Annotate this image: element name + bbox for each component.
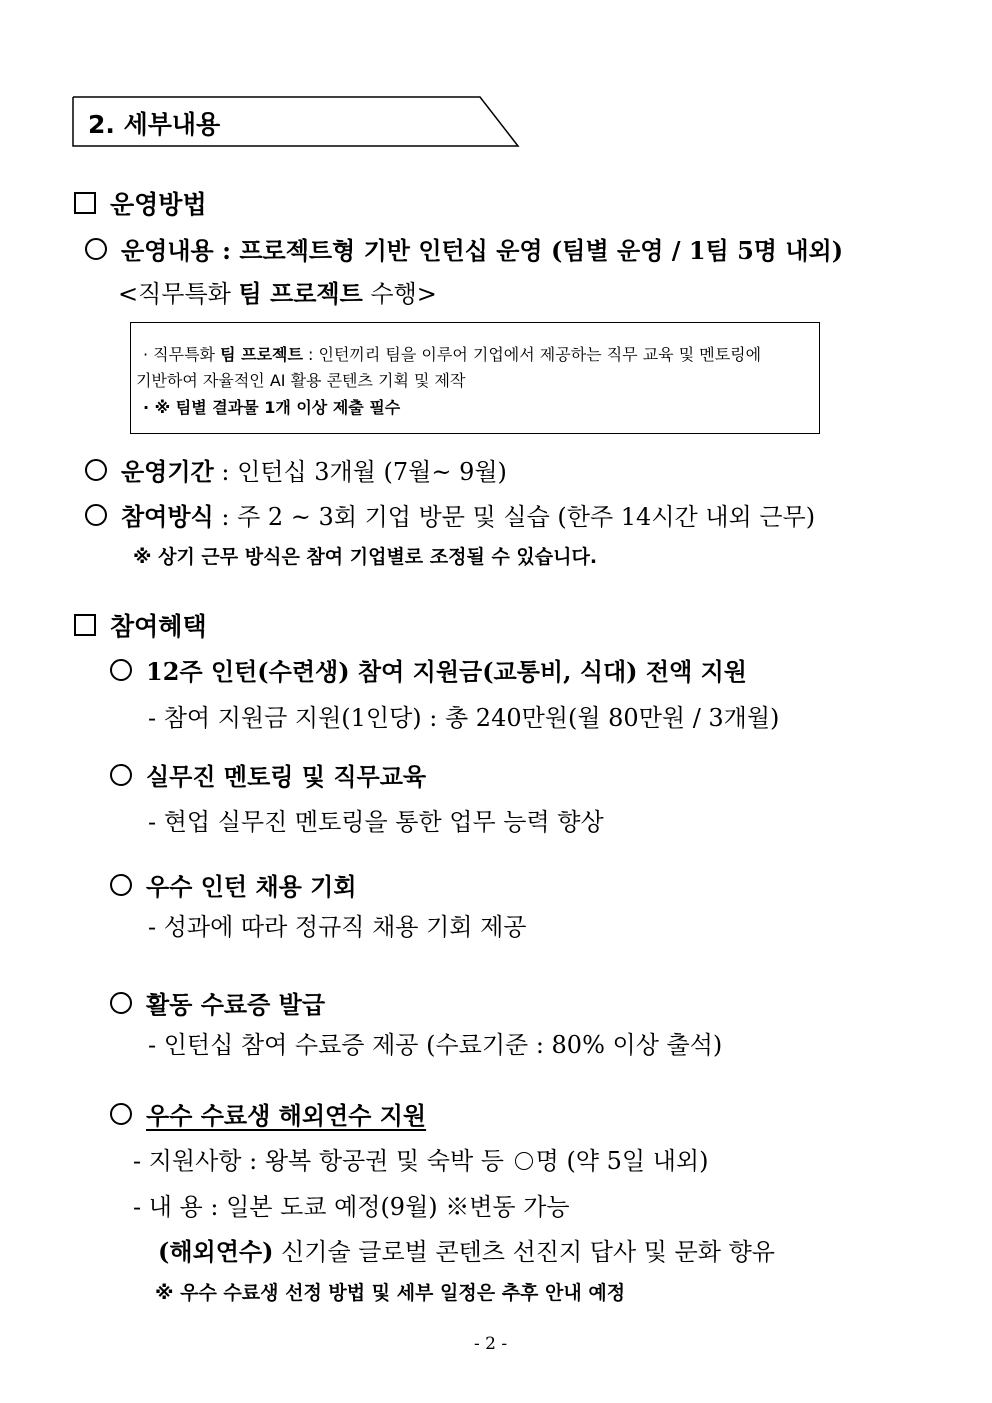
circle-bullet-icon (110, 764, 132, 786)
blank-circle-icon (515, 1152, 533, 1170)
box-line-1: · 직무특화 팀 프로젝트 : 인턴끼리 팀을 이루어 기업에서 제공하는 직무 교육 및 멘토링에 (143, 345, 762, 364)
overseas-program: (해외연수) 신기술 글로벌 콘텐츠 선진지 답사 및 문화 향유 (158, 1237, 775, 1266)
operation-content-sub: <직무특화 팀 프로젝트 수행> (118, 279, 437, 308)
benefit-item-5: 우수 수료생 해외연수 지원 (110, 1096, 426, 1131)
circle-bullet-icon (110, 1103, 132, 1125)
page-number: - 2 - (474, 1334, 508, 1354)
operation-period: 운영기간 : 인턴십 3개월 (7월~ 9월) (85, 452, 507, 487)
circle-bullet-icon (110, 992, 132, 1014)
benefit-item-3-detail: - 성과에 따라 정규직 채용 기회 제공 (148, 913, 527, 941)
circle-bullet-icon (85, 238, 107, 260)
box-line-2: 기반하여 자율적인 AI 활용 콘텐츠 기획 및 제작 (136, 371, 466, 390)
overseas-note: ※ 우수 수료생 선정 방법 및 세부 일정은 추후 안내 예정 (155, 1282, 626, 1304)
circle-bullet-icon (110, 874, 132, 896)
benefit-item-2-detail: - 현업 실무진 멘토링을 통한 업무 능력 향상 (148, 808, 604, 836)
circle-bullet-icon (110, 659, 132, 681)
square-bullet-icon (74, 192, 96, 214)
operation-note: ※ 상기 근무 방식은 참여 기업별로 조정될 수 있습니다. (133, 546, 598, 568)
benefit-item-2: 실무진 멘토링 및 직무교육 (110, 757, 426, 792)
operation-method: 참여방식 : 주 2 ~ 3회 기업 방문 및 실습 (한주 14시간 내외 근무) (85, 497, 815, 532)
square-bullet-icon (74, 614, 96, 636)
circle-bullet-icon (85, 459, 107, 481)
benefit-item-1-detail: - 참여 지원금 지원(1인당) : 총 240만원(월 80만원 / 3개월) (148, 704, 780, 732)
overseas-support: - 지원사항 : 왕복 항공권 및 숙박 등 명 (약 5일 내외) (133, 1147, 709, 1175)
section-title: 2. 세부내용 (88, 110, 221, 139)
circle-bullet-icon (85, 504, 107, 526)
operation-content: 운영내용 : 프로젝트형 기반 인턴십 운영 (팀별 운영 / 1팀 5명 내외) (85, 231, 843, 266)
benefit-item-4: 활동 수료증 발급 (110, 985, 325, 1020)
benefits-heading: 참여혜택 (74, 607, 207, 643)
benefit-item-3: 우수 인턴 채용 기회 (110, 867, 357, 902)
benefit-item-1: 12주 인턴(수련생) 참여 지원금(교통비, 식대) 전액 지원 (110, 652, 747, 687)
operation-heading: 운영방법 (74, 185, 207, 221)
benefit-item-4-detail: - 인턴십 참여 수료증 제공 (수료기준 : 80% 이상 출석) (148, 1031, 723, 1059)
box-line-3: · ※ 팀별 결과물 1개 이상 제출 필수 (143, 398, 401, 417)
overseas-content: - 내 용 : 일본 도쿄 예정(9월) ※변동 가능 (133, 1193, 570, 1221)
